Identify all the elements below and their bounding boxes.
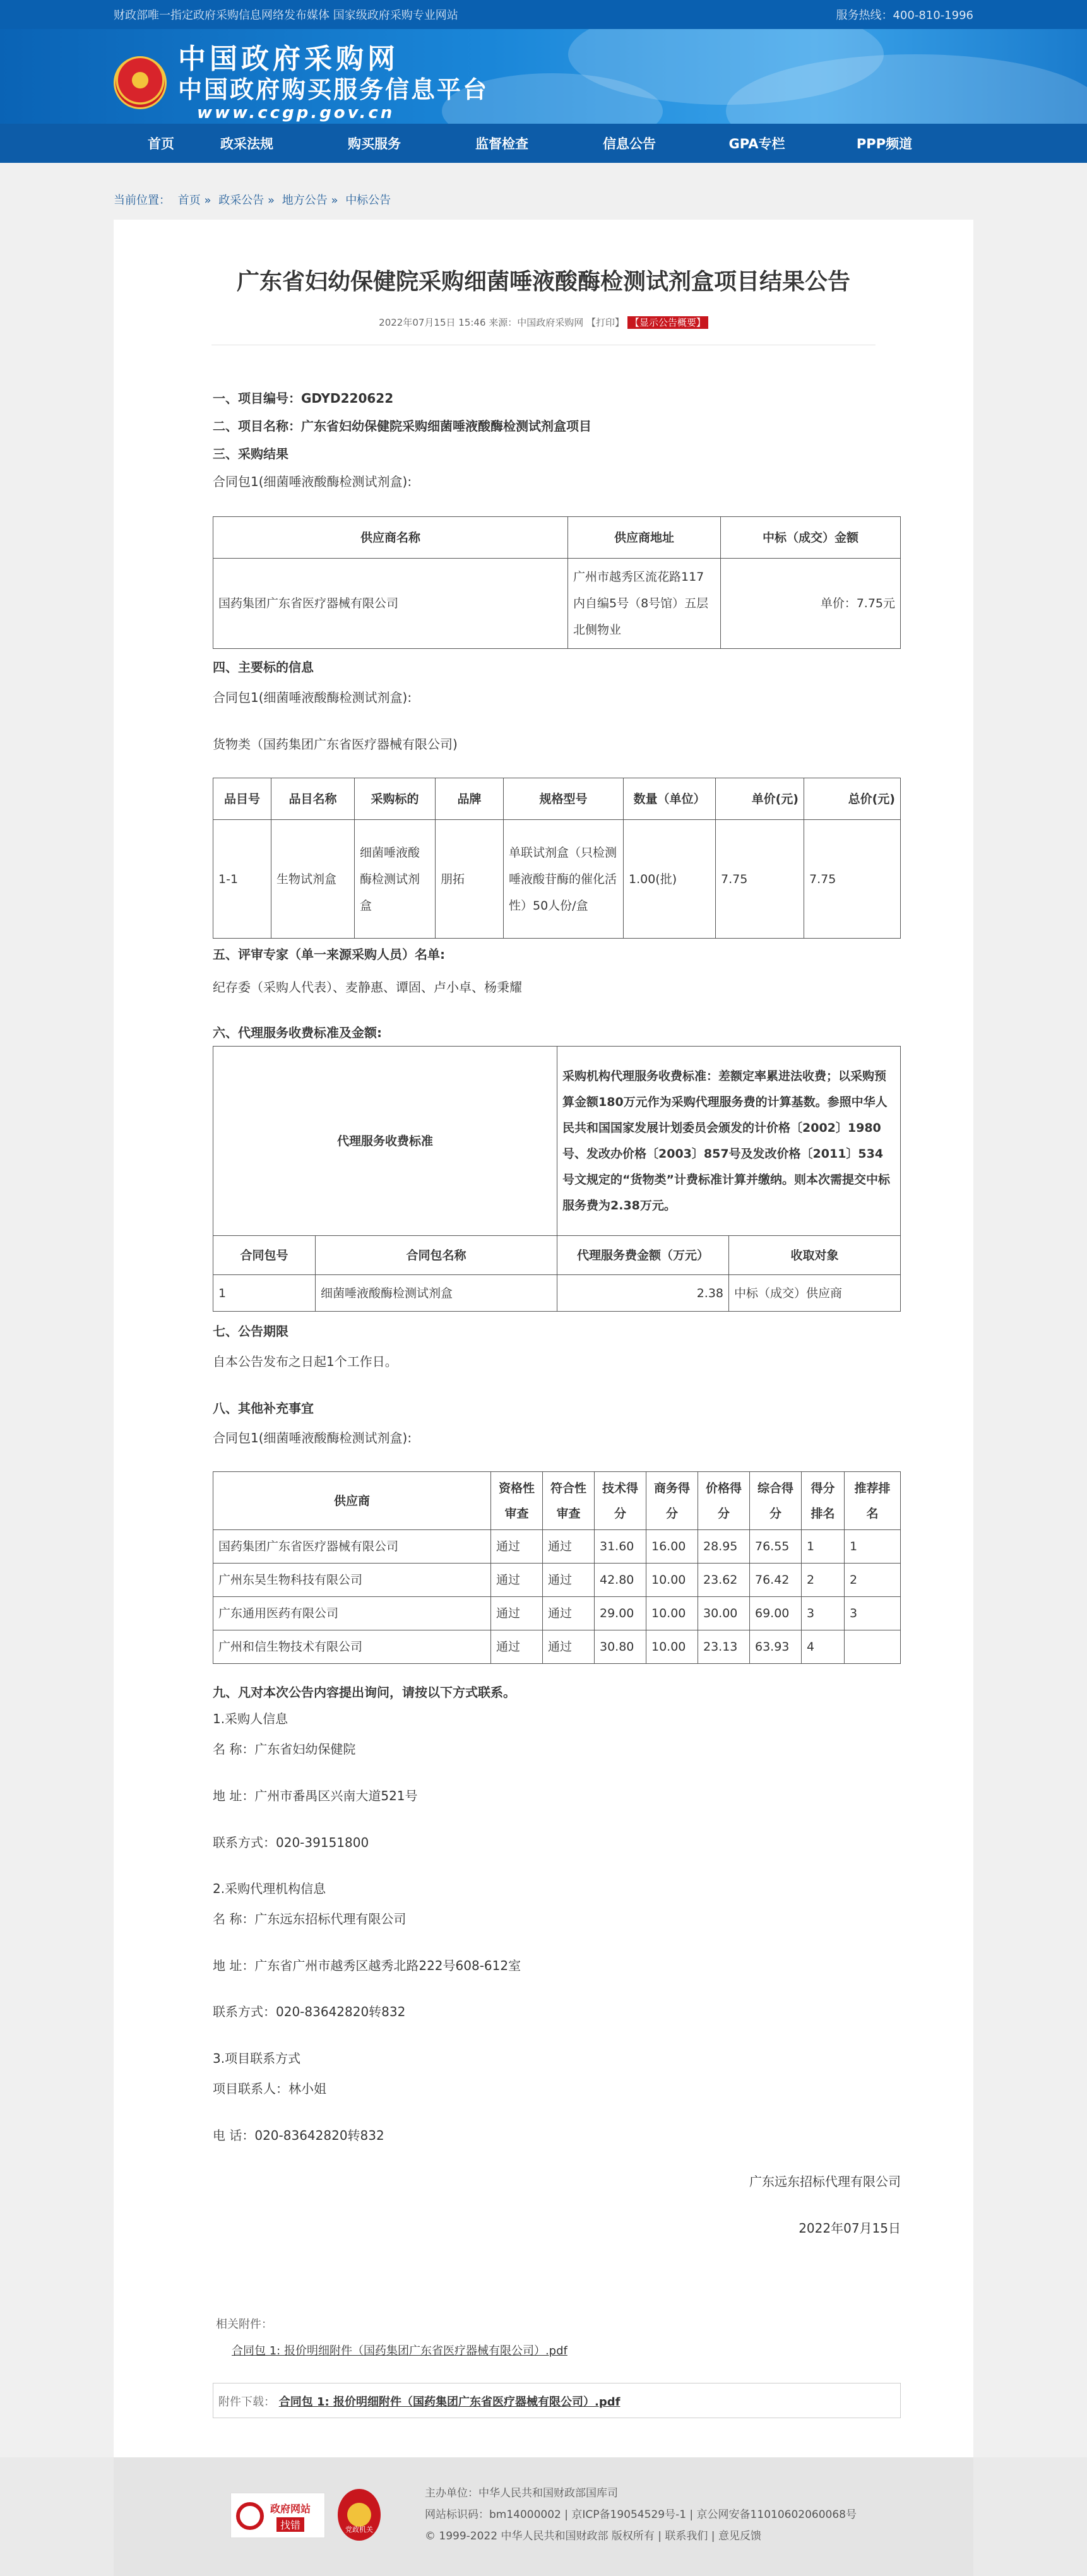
table-row xyxy=(213,1630,901,1664)
table-cell: 广州市越秀区流花路117内自编5号（8号馆）五层北侧物业 xyxy=(568,559,721,649)
table-cell: 16.00 xyxy=(646,1530,698,1564)
attachments-label: 相关附件： xyxy=(216,2318,273,2331)
table-header: 技术得分 xyxy=(595,1472,646,1530)
article-meta xyxy=(114,316,973,329)
purchaser-title: 1.采购人信息 xyxy=(213,1711,288,1726)
attachment-link[interactable]: 合同包 1: 报价明细附件（国药集团广东省医疗器械有限公司）.pdf xyxy=(232,2344,567,2358)
badge-title: 政府网站 xyxy=(270,2503,311,2515)
signature-org: 广东远东招标代理有限公司 xyxy=(749,2174,901,2189)
table-header: 品目名称 xyxy=(271,778,355,820)
fee-standard-label: 代理服务收费标准 xyxy=(213,1047,557,1236)
package-label: 合同包1(细菌唾液酸酶检测试剂盒): xyxy=(213,474,412,489)
project-contact-person: 项目联系人：林小姐 xyxy=(213,2081,326,2096)
table-header: 收取对象 xyxy=(729,1236,901,1275)
project-number: 一、项目编号：GDYD220622 xyxy=(213,391,394,406)
agency-phone: 联系方式：020-83642820转832 xyxy=(213,2004,406,2019)
table-header: 合同包名称 xyxy=(316,1236,557,1275)
purchaser-phone: 联系方式：020-39151800 xyxy=(213,1835,369,1850)
table-cell: 通过 xyxy=(491,1597,543,1630)
table-cell: 76.42 xyxy=(750,1564,802,1597)
breadcrumb-local-announcements[interactable]: 地方公告 xyxy=(282,194,328,207)
table-header: 合同包号 xyxy=(213,1236,316,1275)
project-name: 二、项目名称：广东省妇幼保健院采购细菌唾液酸酶检测试剂盒项目 xyxy=(213,418,591,434)
table-cell: 1.00(批) xyxy=(624,820,716,939)
table-header: 商务得分 xyxy=(646,1472,698,1530)
table-cell: 2 xyxy=(845,1564,901,1597)
table-header: 规格型号 xyxy=(504,778,624,820)
footer-organizer: 主办单位：中华人民共和国财政部国库司 xyxy=(425,2487,618,2500)
table-cell: 3 xyxy=(845,1597,901,1630)
table-cell: 中标（成交）供应商 xyxy=(729,1275,901,1312)
breadcrumb-sep: » xyxy=(331,194,338,207)
page-title: 广东省妇幼保健院采购细菌唾液酸酶检测试剂盒项目结果公告 xyxy=(236,269,850,295)
table-header: 供应商名称 xyxy=(213,517,568,559)
table-cell: 朋拓 xyxy=(436,820,504,939)
table-header: 综合得分 xyxy=(750,1472,802,1530)
table-header: 总价(元) xyxy=(804,778,901,820)
table-cell: 1 xyxy=(802,1530,845,1564)
breadcrumb xyxy=(114,191,391,208)
table-cell: 1-1 xyxy=(213,820,271,939)
footer xyxy=(0,2457,1087,2576)
table-cell: 1 xyxy=(845,1530,901,1564)
footer-copyright: © 1999-2022 中华人民共和国财政部 版权所有 | 联系我们 | 意见反馈 xyxy=(425,2530,761,2543)
breadcrumb-label: 当前位置： xyxy=(114,194,170,207)
section-agency-fee: 六、代理服务收费标准及金额: xyxy=(213,1025,382,1040)
period-text: 自本公告发布之日起1个工作日。 xyxy=(213,1354,398,1369)
table-cell: 通过 xyxy=(543,1564,595,1597)
package-label: 合同包1(细菌唾液酸酶检测试剂盒): xyxy=(213,690,412,705)
goods-table xyxy=(213,778,901,939)
badge-subtitle: 找错 xyxy=(276,2517,304,2532)
table-cell: 广州东昊生物科技有限公司 xyxy=(213,1564,491,1597)
table-header: 单价(元) xyxy=(716,778,804,820)
table-header: 得分排名 xyxy=(802,1472,845,1530)
table-cell: 国药集团广东省医疗器械有限公司 xyxy=(213,1530,491,1564)
table-cell: 通过 xyxy=(491,1630,543,1664)
agency-title: 2.采购代理机构信息 xyxy=(213,1881,326,1896)
table-cell: 30.80 xyxy=(595,1630,646,1664)
table-header: 采购标的 xyxy=(355,778,436,820)
table-cell: 76.55 xyxy=(750,1530,802,1564)
badge-icon xyxy=(236,2502,264,2530)
table-cell: 4 xyxy=(802,1630,845,1664)
table-header: 符合性审查 xyxy=(543,1472,595,1530)
section-period: 七、公告期限 xyxy=(213,1324,288,1339)
table-header: 推荐排名 xyxy=(845,1472,901,1530)
table-cell: 通过 xyxy=(543,1597,595,1630)
table-header: 数量（单位） xyxy=(624,778,716,820)
table-header: 供应商 xyxy=(213,1472,491,1530)
table-row xyxy=(213,1530,901,1564)
table-cell: 69.00 xyxy=(750,1597,802,1630)
table-cell: 30.00 xyxy=(698,1597,750,1630)
goods-label: 货物类（国药集团广东省医疗器械有限公司) xyxy=(213,737,458,752)
article-panel xyxy=(114,220,973,2457)
table-cell: 10.00 xyxy=(646,1630,698,1664)
breadcrumb-sep: » xyxy=(267,194,275,207)
table-cell: 单价：7.75元 xyxy=(721,559,901,649)
table-cell xyxy=(845,1630,901,1664)
national-emblem-icon xyxy=(114,56,167,109)
table-cell: 3 xyxy=(802,1597,845,1630)
result-table xyxy=(213,516,901,649)
table-cell: 广州和信生物技术有限公司 xyxy=(213,1630,491,1664)
package-label: 合同包1(细菌唾液酸酶检测试剂盒): xyxy=(213,1430,412,1445)
nav-regulations[interactable]: 政采法规 xyxy=(220,136,273,151)
purchaser-address: 地 址：广州市番禺区兴南大道521号 xyxy=(213,1788,418,1803)
table-row xyxy=(213,1564,901,1597)
table-cell: 7.75 xyxy=(716,820,804,939)
table-cell: 29.00 xyxy=(595,1597,646,1630)
table-cell: 国药集团广东省医疗器械有限公司 xyxy=(213,559,568,649)
agency-address: 地 址：广东省广州市越秀区越秀北路222号608-612室 xyxy=(213,1958,521,1973)
table-cell: 单联试剂盒（只检测唾液酸苷酶的催化活性）50人份/盒 xyxy=(504,820,624,939)
breadcrumb-award-announcements[interactable]: 中标公告 xyxy=(345,194,391,207)
breadcrumb-home[interactable]: 首页 xyxy=(177,194,201,207)
agency-name: 名 称：广东远东招标代理有限公司 xyxy=(213,1911,407,1926)
nav-announcements[interactable]: 信息公告 xyxy=(603,136,656,151)
table-header: 价格得分 xyxy=(698,1472,750,1530)
table-cell: 通过 xyxy=(491,1530,543,1564)
table-cell: 生物试剂盒 xyxy=(271,820,355,939)
table-cell: 通过 xyxy=(543,1630,595,1664)
table-cell: 31.60 xyxy=(595,1530,646,1564)
top-bar xyxy=(0,0,1087,29)
table-cell: 7.75 xyxy=(804,820,901,939)
main-nav xyxy=(0,124,1087,163)
party-gov-badge[interactable] xyxy=(338,2489,381,2541)
table-cell: 23.13 xyxy=(698,1630,750,1664)
table-cell: 通过 xyxy=(543,1530,595,1564)
service-hotline: 服务热线：400-810-1996 xyxy=(836,9,973,22)
meta-info: 2022年07月15日 15:46 来源：中国政府采购网 【打印】 xyxy=(379,317,625,328)
table-cell: 42.80 xyxy=(595,1564,646,1597)
table-cell: 2 xyxy=(802,1564,845,1597)
download-box xyxy=(213,2383,901,2418)
section-main-items: 四、主要标的信息 xyxy=(213,660,314,675)
download-link[interactable]: 合同包 1: 报价明细附件（国药集团广东省医疗器械有限公司）.pdf xyxy=(278,2395,621,2409)
gov-site-error-badge[interactable] xyxy=(230,2493,325,2538)
table-cell: 10.00 xyxy=(646,1597,698,1630)
section-results: 三、采购结果 xyxy=(213,446,288,461)
breadcrumb-gov-announcements[interactable]: 政采公告 xyxy=(218,194,264,207)
table-cell: 1 xyxy=(213,1275,316,1312)
site-slogan: 财政部唯一指定政府采购信息网络发布媒体 国家级政府采购专业网站 xyxy=(114,9,458,22)
site-banner xyxy=(0,29,1087,124)
nav-purchase-services[interactable]: 购买服务 xyxy=(348,136,401,151)
fee-table xyxy=(213,1046,901,1312)
section-contact: 九、凡对本次公告内容提出询问，请按以下方式联系。 xyxy=(213,1685,516,1700)
project-contact-phone: 电 话：020-83642820转832 xyxy=(213,2128,384,2143)
site-logo[interactable] xyxy=(114,43,489,122)
table-cell: 2.38 xyxy=(557,1275,729,1312)
table-cell: 28.95 xyxy=(698,1530,750,1564)
nav-supervision[interactable]: 监督检查 xyxy=(475,136,528,151)
section-supplement: 八、其他补充事宜 xyxy=(213,1401,314,1416)
show-summary-button[interactable]: 【显示公告概要】 xyxy=(627,316,708,329)
table-row xyxy=(213,1597,901,1630)
section-experts: 五、评审专家（单一来源采购人员）名单: xyxy=(213,947,445,962)
logo-url: www.ccgp.gov.cn xyxy=(197,104,395,122)
table-header: 品目号 xyxy=(213,778,271,820)
experts-list: 纪存委（采购人代表）、麦静惠、谭固、卢小卓、杨秉耀 xyxy=(213,980,522,995)
table-cell: 广东通用医药有限公司 xyxy=(213,1597,491,1630)
badge2-label: 党政机关 xyxy=(345,2526,373,2534)
project-contact-title: 3.项目联系方式 xyxy=(213,2051,301,2066)
table-header: 供应商地址 xyxy=(568,517,721,559)
table-header: 资格性审查 xyxy=(491,1472,543,1530)
table-header: 中标（成交）金额 xyxy=(721,517,901,559)
table-cell: 通过 xyxy=(491,1564,543,1597)
table-cell: 细菌唾液酸酶检测试剂盒 xyxy=(316,1275,557,1312)
purchaser-name: 名 称：广东省妇幼保健院 xyxy=(213,1742,356,1757)
table-cell: 63.93 xyxy=(750,1630,802,1664)
breadcrumb-sep: » xyxy=(204,194,211,207)
table-header: 代理服务费金额（万元） xyxy=(557,1236,729,1275)
logo-subtitle: 中国政府购买服务信息平台 xyxy=(178,76,489,104)
footer-registration: 网站标识码：bm14000002 | 京ICP备19054529号-1 | 京公网安备11010602060068号 xyxy=(425,2508,857,2521)
nav-home[interactable]: 首页 xyxy=(148,136,174,151)
logo-title: 中国政府采购网 xyxy=(178,43,399,75)
nav-gpa[interactable]: GPA专栏 xyxy=(728,136,785,151)
score-table xyxy=(213,1471,901,1664)
table-cell: 23.62 xyxy=(698,1564,750,1597)
nav-ppp[interactable]: PPP频道 xyxy=(856,136,913,151)
fee-standard-desc: 采购机构代理服务收费标准：差额定率累进法收费；以采购预算金额180万元作为采购代理服务费的计算基数。参照中华人民共和国国家发展计划委员会颁发的计价格〔2002〕1980号、发改办价格〔2003〕857号及发改价格〔2011〕534号文规定的“货物类”计费标准计算并缴纳。则本次需提交中标服务费为2.38万元。 xyxy=(557,1047,901,1236)
signature-date: 2022年07月15日 xyxy=(799,2221,901,2236)
download-label: 附件下载： xyxy=(218,2395,275,2409)
table-cell: 细菌唾液酸酶检测试剂盒 xyxy=(355,820,436,939)
table-cell: 10.00 xyxy=(646,1564,698,1597)
table-header: 品牌 xyxy=(436,778,504,820)
